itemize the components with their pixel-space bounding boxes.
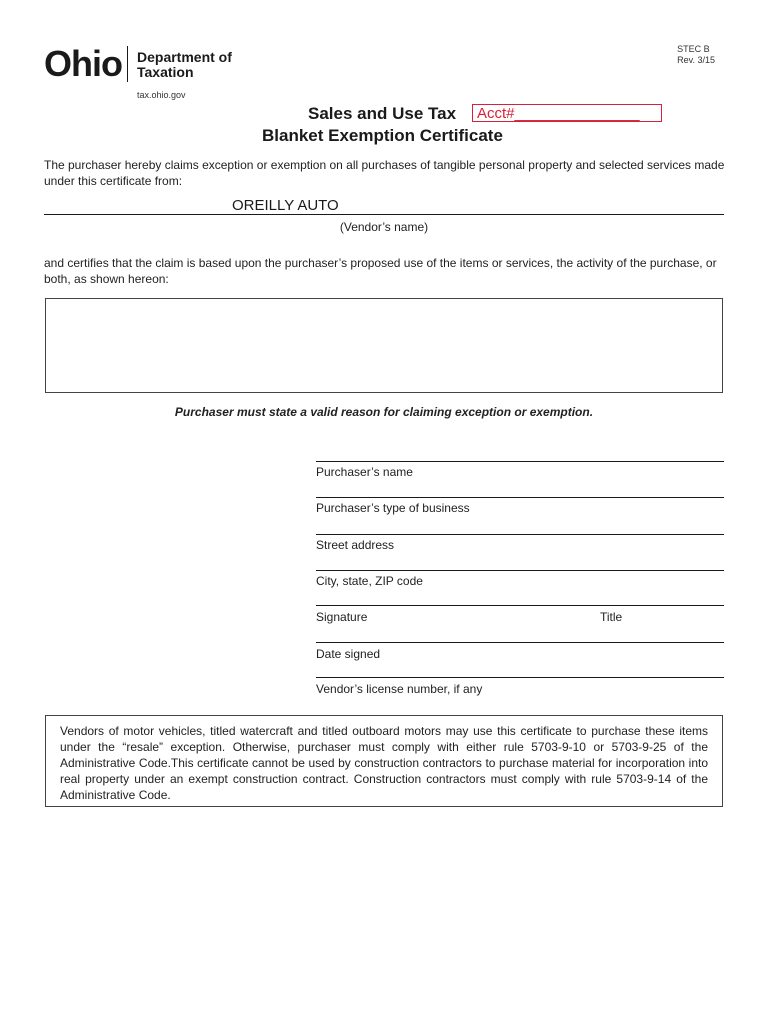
vendor-license-label: Vendor’s license number, if any <box>316 682 483 696</box>
date-signed-label: Date signed <box>316 647 381 661</box>
department-line1: Department of <box>137 49 232 65</box>
vendor-name-line <box>44 214 724 215</box>
signature-label: Signature <box>316 610 368 624</box>
purchaser-name-label: Purchaser’s name <box>316 465 413 479</box>
form-code-block <box>677 44 715 66</box>
intro-paragraph: The purchaser hereby claims exception or exemption on all purchases of tangible personal property and selected services made under this certificate from: <box>44 158 725 188</box>
vendor-name-caption: (Vendor’s name) <box>339 220 429 234</box>
department-name <box>137 50 232 80</box>
vendor-name-value[interactable]: OREILLY AUTO <box>232 197 339 214</box>
business-type-label: Purchaser’s type of business <box>316 501 470 515</box>
account-number-field[interactable]: Acct#_______________ <box>472 104 662 122</box>
exemption-reason-box[interactable] <box>45 298 723 393</box>
reason-note: Purchaser must state a valid reason for claiming exception or exemption. <box>174 405 594 419</box>
website-link[interactable]: tax.ohio.gov <box>137 90 186 100</box>
city-state-zip-label: City, state, ZIP code <box>316 574 423 588</box>
signature-line[interactable] <box>316 605 724 606</box>
city-state-zip-line[interactable] <box>316 570 724 571</box>
form-title-line2: Blanket Exemption Certificate <box>262 126 503 145</box>
form-title-line1: Sales and Use Tax <box>308 104 457 123</box>
title-label: Title <box>600 610 623 624</box>
business-type-line[interactable] <box>316 497 724 498</box>
purchaser-name-line[interactable] <box>316 461 724 462</box>
street-address-label: Street address <box>316 538 395 552</box>
certify-paragraph: and certifies that the claim is based upon the purchaser’s proposed use of the items or services, the activity of the purchase, or both, as shown hereon: <box>44 256 717 286</box>
street-address-line[interactable] <box>316 534 724 535</box>
form-revision: Rev. 3/15 <box>677 55 715 65</box>
vendor-license-line[interactable] <box>316 677 724 678</box>
department-line2: Taxation <box>137 64 194 80</box>
date-signed-line[interactable] <box>316 642 724 643</box>
notice-box: Vendors of motor vehicles, titled watercraft and titled outboard motors may use this certificate to purchase these items under the “resale” exception. Otherwise, purchaser must comply with either rule 5703-9-10 or 5703-9-25 of the Administrative Code.This certificate cannot be used by construction contractors to purchase material for incorporation into real property under an exempt construction contract. Construction contractors must comply with rule 5703-9-14 of the Administrative Code. <box>45 715 723 807</box>
form-code: STEC B <box>677 44 710 54</box>
logo-divider <box>127 46 128 82</box>
ohio-logo: Ohio <box>44 43 122 84</box>
